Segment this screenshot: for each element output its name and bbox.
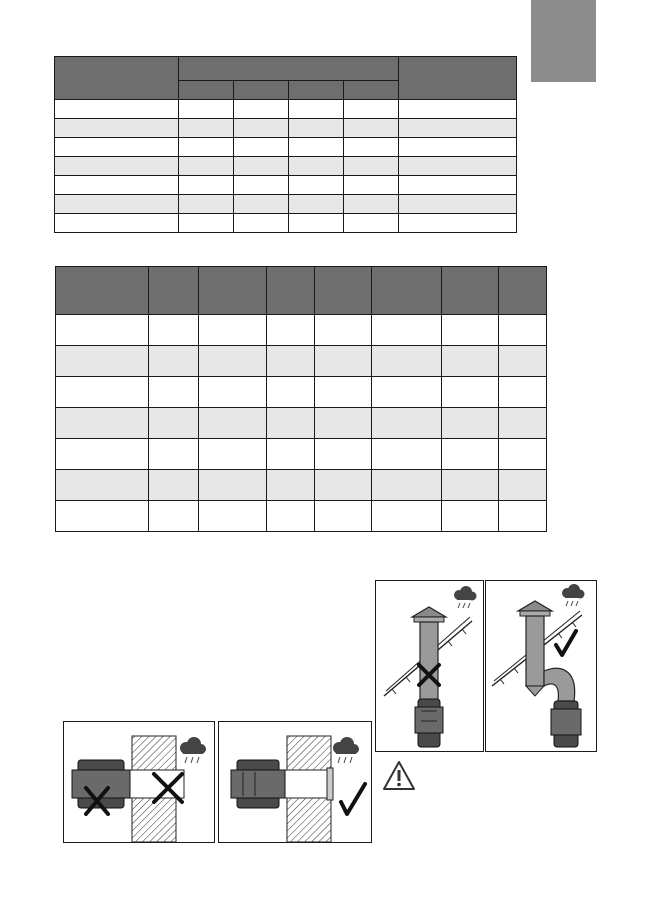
table-cell: [56, 377, 149, 408]
table-cell: [56, 501, 149, 532]
table-cell: [442, 377, 499, 408]
table-cell: [55, 138, 179, 157]
table-cell: [179, 100, 234, 119]
table-cell: [499, 501, 547, 532]
table-row: [55, 119, 517, 138]
table-cell: [344, 214, 399, 233]
table-row: [55, 214, 517, 233]
table-cell: [234, 157, 289, 176]
table-header-cell: [199, 267, 267, 315]
table-cell: [234, 214, 289, 233]
table-cell: [315, 408, 372, 439]
table-row: [56, 470, 547, 501]
table-cell: [149, 377, 199, 408]
roof-installation-incorrect-illustration: [375, 580, 484, 752]
wall-installation-incorrect-illustration: [63, 721, 215, 843]
table-cell: [399, 119, 517, 138]
table-cell: [372, 470, 442, 501]
table-cell: [399, 195, 517, 214]
table-header-cell: [499, 267, 547, 315]
table-cell: [55, 176, 179, 195]
table-subheader-cell: [234, 81, 289, 100]
table-cell: [499, 346, 547, 377]
table-cell: [179, 176, 234, 195]
table-cell: [149, 439, 199, 470]
table-header-cell: [179, 57, 399, 81]
table-cell: [199, 501, 267, 532]
table-header-cell: [399, 57, 517, 100]
table-cell: [442, 315, 499, 346]
table-cell: [372, 346, 442, 377]
table-cell: [267, 439, 315, 470]
table-header-cell: [372, 267, 442, 315]
table-cell: [315, 315, 372, 346]
rain-cloud-icon: [562, 584, 585, 606]
table-cell: [499, 377, 547, 408]
table-cell: [267, 501, 315, 532]
table-cell: [56, 439, 149, 470]
table-cell: [234, 195, 289, 214]
table-cell: [55, 195, 179, 214]
table-cell: [179, 157, 234, 176]
table-cell: [234, 138, 289, 157]
table-cell: [149, 315, 199, 346]
table-header-cell: [55, 57, 179, 100]
rain-cloud-icon: [454, 586, 477, 608]
table-cell: [289, 195, 344, 214]
table-cell: [55, 119, 179, 138]
table-cell: [179, 119, 234, 138]
table-cell: [149, 408, 199, 439]
table-header-cell: [149, 267, 199, 315]
table-cell: [442, 501, 499, 532]
table-cell: [372, 315, 442, 346]
warning-triangle-icon: [382, 760, 416, 792]
table-cell: [199, 439, 267, 470]
table-cell: [399, 138, 517, 157]
table-cell: [399, 100, 517, 119]
section-tab-marker: [531, 0, 596, 82]
table-subheader-cell: [179, 81, 234, 100]
table-cell: [234, 176, 289, 195]
table-cell: [55, 157, 179, 176]
table-cell: [499, 315, 547, 346]
table-cell: [372, 408, 442, 439]
table-cell: [179, 138, 234, 157]
table-cell: [149, 470, 199, 501]
table-cell: [199, 346, 267, 377]
table-cell: [442, 408, 499, 439]
table-body: [55, 100, 517, 233]
table-cell: [442, 439, 499, 470]
checkmark-icon: [341, 784, 365, 814]
table-cell: [267, 315, 315, 346]
table-cell: [372, 501, 442, 532]
table-row: [56, 439, 547, 470]
table-subheader-cell: [289, 81, 344, 100]
table-cell: [199, 408, 267, 439]
table-cell: [234, 119, 289, 138]
table-cell: [399, 157, 517, 176]
table-cell: [315, 377, 372, 408]
table-row: [56, 346, 547, 377]
rain-cloud-icon: [180, 737, 206, 763]
table-cell: [267, 377, 315, 408]
table-cell: [344, 119, 399, 138]
table-cell: [499, 408, 547, 439]
table-cell: [149, 346, 199, 377]
table-cell: [179, 214, 234, 233]
table-cell: [55, 100, 179, 119]
table-header-cell: [315, 267, 372, 315]
table-cell: [315, 501, 372, 532]
table-subheader-cell: [344, 81, 399, 100]
table-row: [55, 195, 517, 214]
table-cell: [344, 157, 399, 176]
table-row: [55, 157, 517, 176]
table-cell: [56, 408, 149, 439]
table-cell: [315, 470, 372, 501]
table-cell: [442, 470, 499, 501]
table-cell: [267, 408, 315, 439]
specification-table-top: [54, 56, 517, 233]
table-cell: [199, 377, 267, 408]
table-cell: [399, 214, 517, 233]
table-row: [56, 377, 547, 408]
rain-cloud-icon: [333, 737, 359, 763]
table-cell: [499, 439, 547, 470]
table-cell: [56, 315, 149, 346]
table-cell: [399, 176, 517, 195]
table-row: [56, 315, 547, 346]
specification-table-bottom: [55, 266, 547, 532]
table-cell: [344, 176, 399, 195]
table-cell: [344, 195, 399, 214]
table-cell: [499, 470, 547, 501]
table-cell: [344, 138, 399, 157]
table-cell: [372, 439, 442, 470]
table-cell: [289, 119, 344, 138]
table-row: [56, 501, 547, 532]
table-cell: [289, 157, 344, 176]
table-cell: [149, 501, 199, 532]
table-cell: [234, 100, 289, 119]
table-cell: [56, 346, 149, 377]
table-cell: [372, 377, 442, 408]
table-cell: [315, 439, 372, 470]
table-cell: [56, 470, 149, 501]
table-cell: [344, 100, 399, 119]
table-body: [56, 315, 547, 532]
table-cell: [199, 470, 267, 501]
wall-installation-correct-illustration: [218, 721, 372, 843]
table-header-cell: [267, 267, 315, 315]
table-cell: [289, 138, 344, 157]
table-row: [55, 176, 517, 195]
table-cell: [289, 214, 344, 233]
table-cell: [315, 346, 372, 377]
roof-installation-correct-illustration: [485, 580, 597, 752]
table-header-cell: [56, 267, 149, 315]
table-cell: [267, 346, 315, 377]
table-header-cell: [442, 267, 499, 315]
table-row: [55, 100, 517, 119]
table-cell: [55, 214, 179, 233]
table-cell: [199, 315, 267, 346]
table-cell: [442, 346, 499, 377]
table-cell: [289, 100, 344, 119]
table-row: [55, 138, 517, 157]
table-cell: [289, 176, 344, 195]
table-row: [56, 408, 547, 439]
table-cell: [179, 195, 234, 214]
table-cell: [267, 470, 315, 501]
